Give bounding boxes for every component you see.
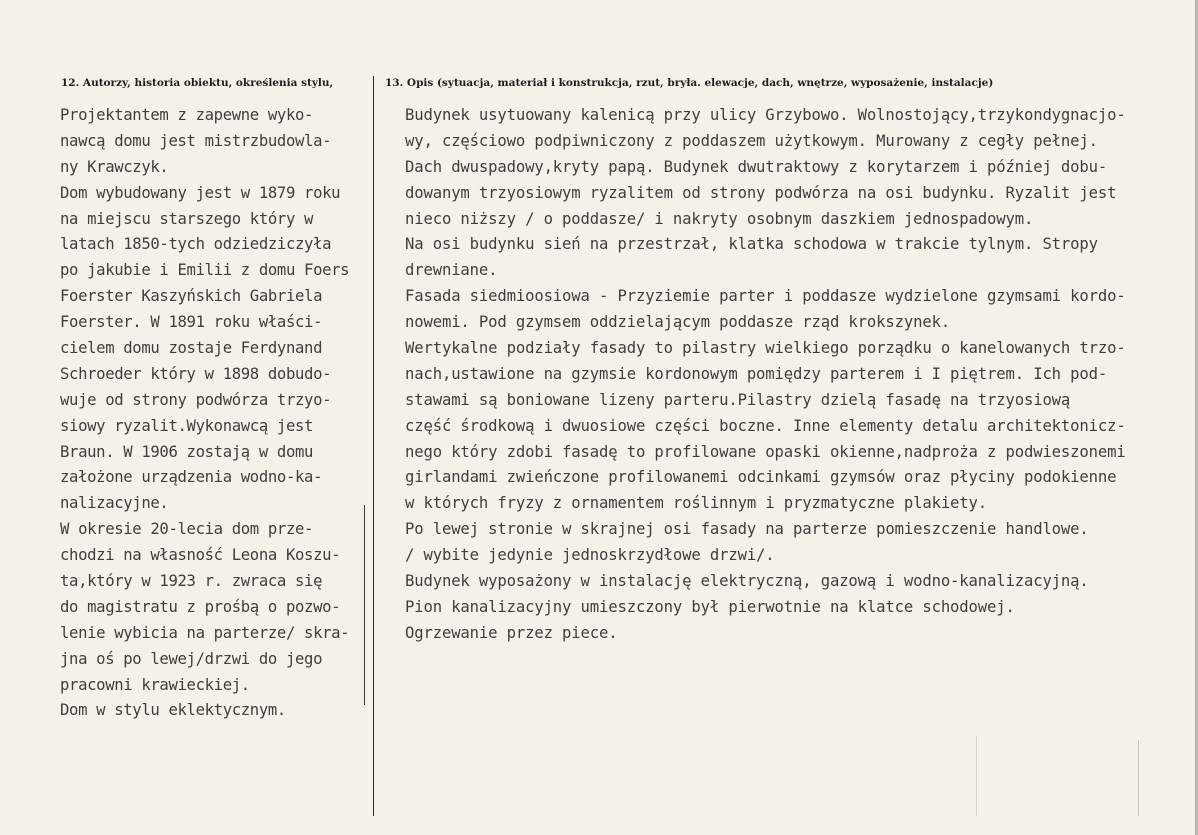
history-text-line: nawcą domu jest mistrzbudowla- bbox=[60, 131, 332, 150]
section-13-header: 13. Opis (sytuacja, materiał i konstrukcja, rzut, bryła. elewacje, dach, wnętrze, wyposażenie, instalacje) bbox=[385, 77, 994, 89]
bottom-right-rule bbox=[1138, 740, 1139, 816]
history-text-line: cielem domu zostaje Ferdynand bbox=[60, 339, 323, 358]
bottom-right-rule-faint bbox=[976, 736, 977, 816]
description-text-line: nach,ustawione na gzymsie kordonowym pomiędzy parterem i I piętrem. Ich pod- bbox=[405, 364, 1108, 383]
section-12-header: 12. Autorzy, historia obiektu, określenia stylu, bbox=[61, 77, 334, 89]
history-text-line: po jakubie i Emilii z domu Foers bbox=[60, 261, 350, 280]
description-text-line: girlandami zwieńczone profilowanemi odcinkami gzymsów oraz płyciny podokienne bbox=[405, 468, 1117, 487]
history-text-line: pracowni krawieckiej. bbox=[60, 675, 250, 694]
history-text-line: Schroeder który w 1898 dobudo- bbox=[60, 364, 332, 383]
history-text-line: lenie wybicia na parterze/ skra- bbox=[60, 623, 350, 642]
description-text-line: stawami są boniowane lizeny parteru.Pilastry dzielą fasadę na trzyosiową bbox=[405, 390, 1071, 409]
history-text-line: ta,który w 1923 r. zwraca się bbox=[60, 572, 323, 591]
description-text-line: Wertykalne podziały fasady to pilastry wielkiego porządku o kanelowanych trzo- bbox=[405, 339, 1126, 358]
description-text-line: nowemi. Pod gzymsem oddzielającym poddasze rząd krokszynek. bbox=[405, 313, 951, 332]
history-text-line: ny Krawczyk. bbox=[60, 157, 169, 176]
description-text-line: Budynek wyposażony w instalację elektryczną, gazową i wodno-kanalizacyjną. bbox=[405, 572, 1089, 591]
history-text-line: latach 1850-tych odziedziczyła bbox=[60, 235, 332, 254]
history-text-line: nalizacyjne. bbox=[60, 494, 169, 513]
description-text-line: drewniane. bbox=[405, 261, 498, 280]
history-text-line: Foerster Kaszyńskich Gabriela bbox=[60, 287, 323, 306]
description-text-line: Po lewej stronie w skrajnej osi fasady na parterze pomieszczenie handlowe. bbox=[405, 520, 1089, 539]
history-text-line: Dom wybudowany jest w 1879 roku bbox=[60, 183, 341, 202]
description-text-line: Budynek usytuowany kalenicą przy ulicy Grzybowo. Wolnostojący,trzykondygnacjo- bbox=[405, 106, 1126, 124]
history-text-line: do magistratu z prośbą o pozwo- bbox=[60, 597, 341, 616]
history-text-line: siowy ryzalit.Wykonawcą jest bbox=[60, 416, 314, 435]
history-text-line: Projektantem z zapewne wyko- bbox=[60, 106, 314, 124]
history-text-line: wuje od strony podwórza trzyo- bbox=[60, 390, 332, 409]
authors-history-column bbox=[60, 103, 378, 724]
history-text-line: założone urządzenia wodno-ka- bbox=[60, 468, 323, 487]
history-text-line: Dom w stylu eklektycznym. bbox=[60, 701, 286, 720]
description-text-line: nego który zdobi fasadę to profilowane opaski okienne,nadproża z podwieszonemi bbox=[405, 442, 1126, 461]
description-text-line: nieco niższy / o poddasze/ i nakryty osobnym daszkiem jednospadowym. bbox=[405, 209, 1034, 228]
description-text-line: / wybite jedynie jednoskrzydłowe drzwi/. bbox=[405, 546, 775, 565]
description-text-line: w których fryzy z ornamentem roślinnym i pryzmatyczne plakiety. bbox=[405, 494, 988, 513]
description-text-line: część środkową i dwuosiowe części boczne. Inne elementy detalu architektonicz- bbox=[405, 416, 1126, 435]
description-text-line: Ogrzewanie przez piece. bbox=[405, 623, 618, 642]
description-text-line: Dach dwuspadowy,kryty papą. Budynek dwutraktowy z korytarzem i później dobu- bbox=[405, 157, 1108, 176]
history-text-line: W okresie 20-lecia dom prze- bbox=[60, 520, 314, 539]
description-text-line: Fasada siedmioosiowa - Przyziemie parter i poddasze wydzielone gzymsami kordo- bbox=[405, 287, 1126, 306]
history-text-line: Braun. W 1906 zostają w domu bbox=[60, 442, 314, 461]
description-text-line: dowanym trzyosiowym ryzalitem od strony podwórza na osi budynku. Ryzalit jest bbox=[405, 183, 1117, 202]
description-text-line: Pion kanalizacyjny umieszczony był pierwotnie na klatce schodowej. bbox=[405, 597, 1015, 616]
history-text-line: jna oś po lewej/drzwi do jego bbox=[60, 649, 323, 668]
description-text-line: wy, częściowo podpiwniczony z poddaszem użytkowym. Murowany z cegły pełnej. bbox=[405, 131, 1098, 150]
history-text-line: chodzi na własność Leona Koszu- bbox=[60, 546, 341, 565]
history-text-line: na miejscu starszego który w bbox=[60, 209, 314, 228]
description-column bbox=[405, 103, 1195, 647]
description-text-line: Na osi budynku sień na przestrzał, klatka schodowa w trakcie tylnym. Stropy bbox=[405, 235, 1098, 254]
history-text-line: Foerster. W 1891 roku właści- bbox=[60, 313, 323, 332]
